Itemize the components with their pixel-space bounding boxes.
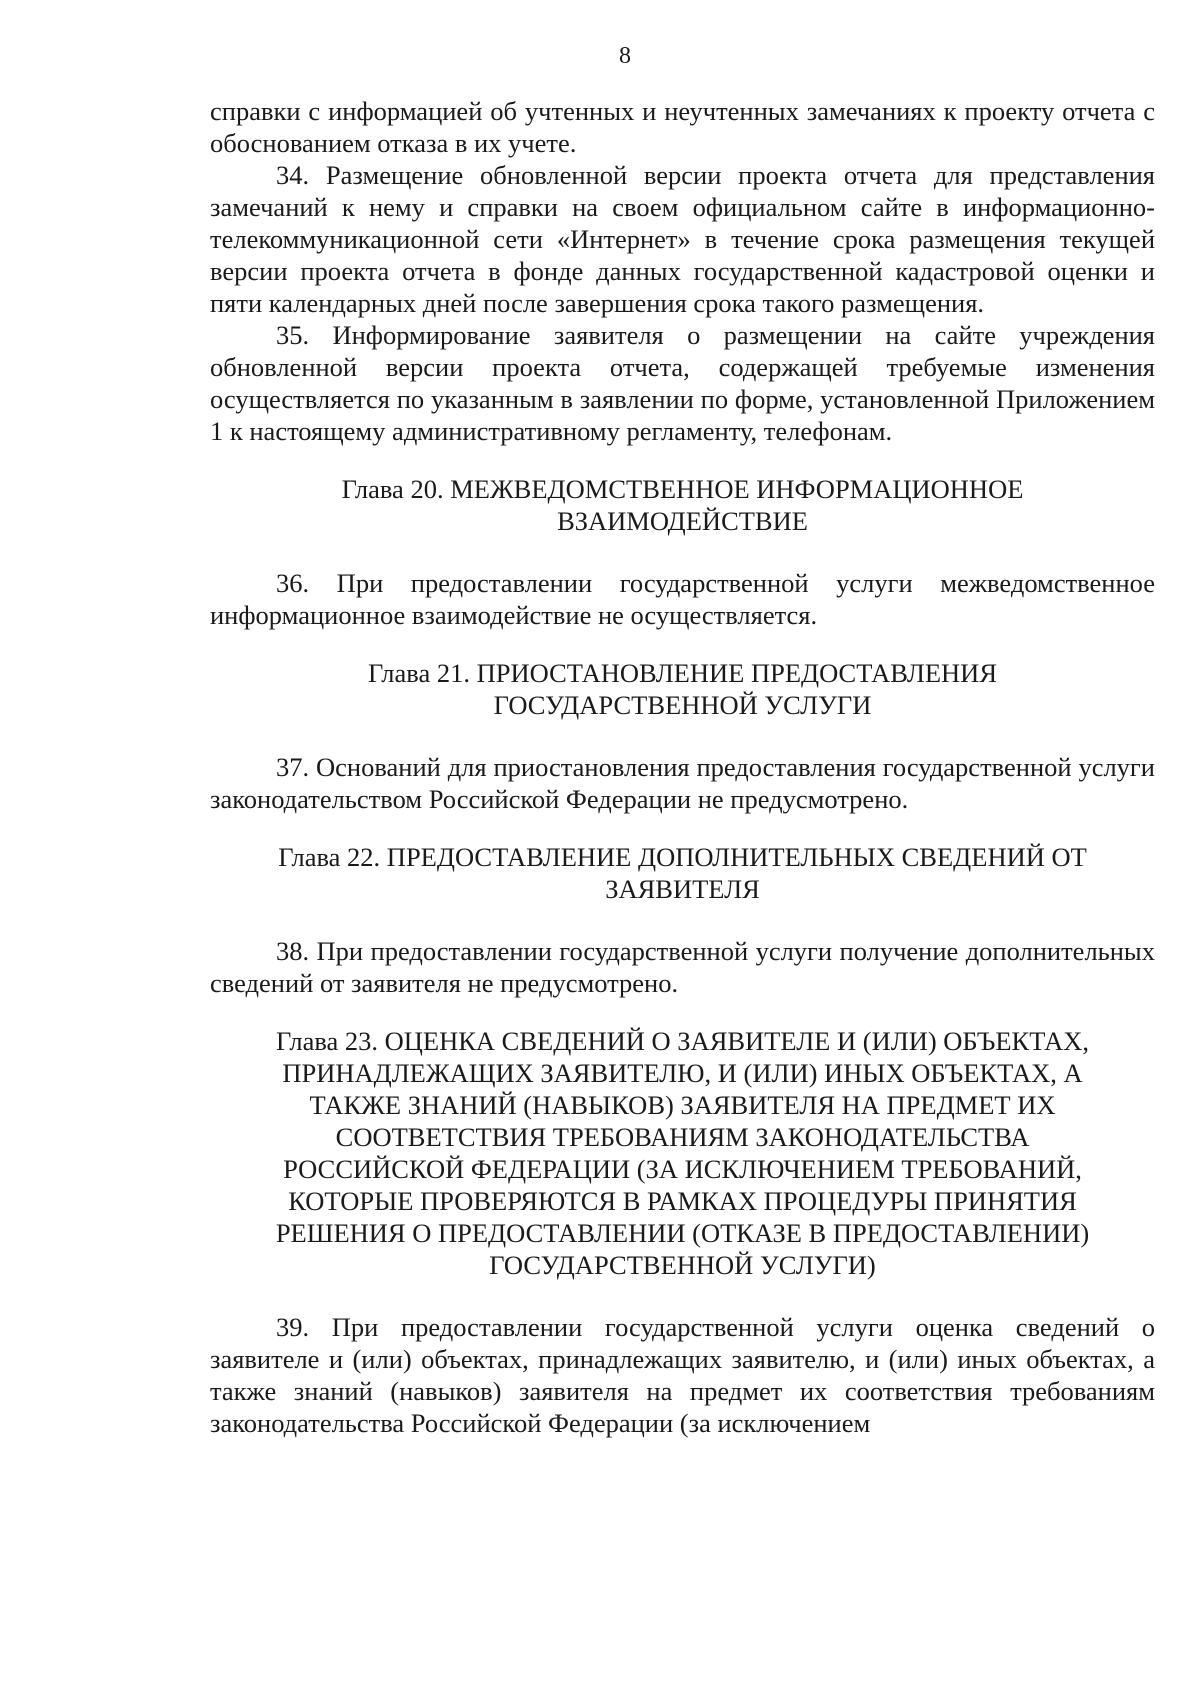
chapter-23-heading bbox=[210, 1025, 1155, 1281]
chapter-23-heading-line: ТАКЖЕ ЗНАНИЙ (НАВЫКОВ) ЗАЯВИТЕЛЯ НА ПРЕДМЕТ ИХ bbox=[309, 1090, 1056, 1120]
chapter-20-heading-line: Глава 20. МЕЖВЕДОМСТВЕННОЕ ИНФОРМАЦИОННОЕ bbox=[341, 474, 1024, 504]
paragraph-37: 37. Оснований для приостановления предоставления государственной услуги законодательством Российской Федерации не предусмотрено. bbox=[210, 752, 1155, 814]
paragraph-36: 36. При предоставлении государственной услуги межведомственное информационное взаимодействие не осуществляется. bbox=[210, 568, 1155, 630]
page-number: 8 bbox=[619, 43, 631, 69]
chapter-23-heading-line: Глава 23. ОЦЕНКА СВЕДЕНИЙ О ЗАЯВИТЕЛЕ И (ИЛИ) ОБЪЕКТАХ, bbox=[276, 1026, 1089, 1056]
chapter-23-heading-line: РЕШЕНИЯ О ПРЕДОСТАВЛЕНИИ (ОТКАЗЕ В ПРЕДОСТАВЛЕНИИ) bbox=[275, 1218, 1090, 1248]
document-body bbox=[210, 95, 1155, 1439]
chapter-20-heading-line: ВЗАИМОДЕЙСТВИЕ bbox=[557, 506, 808, 536]
paragraph-38: 38. При предоставлении государственной услуги получение дополнительных сведений от заявителя не предусмотрено. bbox=[210, 936, 1155, 998]
chapter-22-heading-line: Глава 22. ПРЕДОСТАВЛЕНИЕ ДОПОЛНИТЕЛЬНЫХ СВЕДЕНИЙ ОТ bbox=[278, 842, 1087, 872]
chapter-22-heading-line: ЗАЯВИТЕЛЯ bbox=[605, 874, 760, 904]
paragraph-39: 39. При предоставлении государственной услуги оценка сведений о заявителе и (или) объектах, принадлежащих заявителю, и (или) иных объектах, а также знаний (навыков) заявителя на предмет их соответствия требованиям законодательства Российской Федерации (за исключением bbox=[210, 1312, 1155, 1438]
chapter-23-heading-line: КОТОРЫЕ ПРОВЕРЯЮТСЯ В РАМКАХ ПРОЦЕДУРЫ ПРИНЯТИЯ bbox=[288, 1186, 1077, 1216]
chapter-23-heading-line: ПРИНАДЛЕЖАЩИХ ЗАЯВИТЕЛЮ, И (ИЛИ) ИНЫХ ОБЪЕКТАХ, А bbox=[282, 1058, 1083, 1088]
chapter-23-heading-line: РОССИЙСКОЙ ФЕДЕРАЦИИ (ЗА ИСКЛЮЧЕНИЕМ ТРЕБОВАНИЙ, bbox=[283, 1154, 1082, 1184]
paragraph-34: 34. Размещение обновленной версии проекта отчета для представления замечаний к нему и справки на своем официальном сайте в информационно-телекоммуникационной сети «Интернет» в течение срока размещения текущей версии проекта отчета в фонде данных государственной кадастровой оценки и пяти календарных дней после завершения срока такого размещения. bbox=[210, 160, 1155, 318]
chapter-21-heading bbox=[210, 657, 1155, 721]
chapter-21-heading-line: Глава 21. ПРИОСТАНОВЛЕНИЕ ПРЕДОСТАВЛЕНИЯ bbox=[367, 658, 997, 688]
paragraph-35: 35. Информирование заявителя о размещении на сайте учреждения обновленной версии проекта отчета, содержащей требуемые изменения осуществляется по указанным в заявлении по форме, установленной Приложением 1 к настоящему административному регламенту, телефонам. bbox=[210, 320, 1155, 446]
paragraph-continuation: справки с информацией об учтенных и неучтенных замечаниях к проекту отчета с обоснованием отказа в их учете. bbox=[210, 96, 1155, 158]
chapter-22-heading bbox=[210, 841, 1155, 905]
chapter-23-heading-line: ГОСУДАРСТВЕННОЙ УСЛУГИ) bbox=[489, 1250, 876, 1280]
chapter-20-heading bbox=[210, 473, 1155, 537]
chapter-23-heading-line: СООТВЕТСТВИЯ ТРЕБОВАНИЯМ ЗАКОНОДАТЕЛЬСТВА bbox=[335, 1122, 1030, 1152]
chapter-21-heading-line: ГОСУДАРСТВЕННОЙ УСЛУГИ bbox=[493, 690, 872, 720]
